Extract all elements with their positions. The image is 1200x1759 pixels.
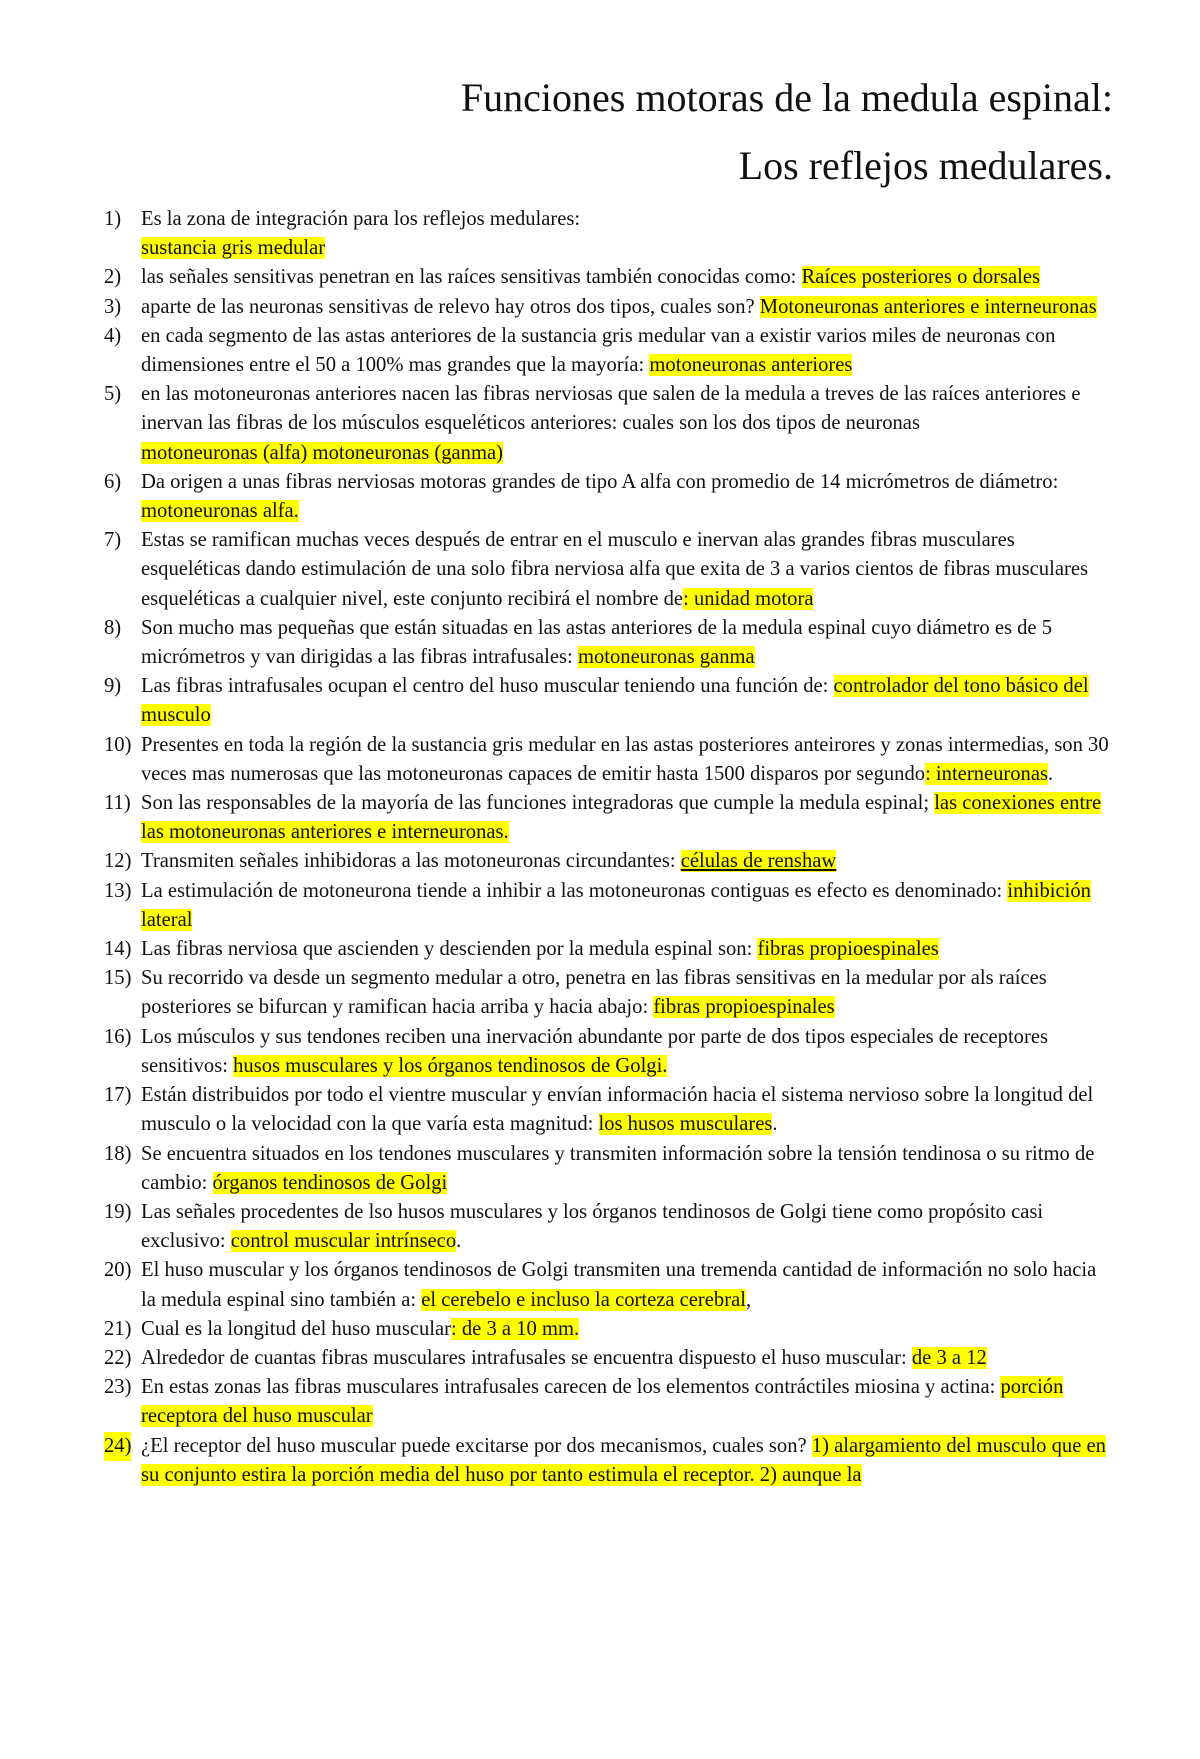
question-number: 10)	[104, 733, 132, 756]
highlighted-answer: el cerebelo e incluso la corteza cerebral	[421, 1288, 746, 1311]
highlighted-answer: órganos tendinosos de Golgi	[212, 1171, 448, 1194]
question-text: La estimulación de motoneurona tiende a inhibir a las motoneuronas contiguas es efecto es denominado:	[141, 879, 1008, 902]
question-number: 18)	[104, 1142, 132, 1165]
question-text: Las señales procedentes de lso husos musculares y los órganos tendinosos de Golgi tiene como propósito casi exclusivo:	[141, 1200, 1044, 1253]
question-text: las señales sensitivas penetran en las raíces sensitivas también conocidas como:	[141, 266, 802, 289]
question-number: 9)	[104, 675, 122, 698]
highlighted-answer: Motoneuronas anteriores e interneuronas	[759, 295, 1097, 318]
question-number: 12)	[104, 850, 132, 873]
question-text: en las motoneuronas anteriores nacen las fibras nerviosas que salen de la medula a treves de las raíces anteriores e inervan las fibras de los músculos esqueléticos anteriores: cuales son los dos tipos de neuronas	[141, 383, 1081, 435]
question-item	[104, 1315, 1114, 1344]
question-number: 1)	[104, 208, 122, 230]
highlighted-answer: motoneuronas alfa.	[141, 500, 299, 523]
question-text: Transmiten señales inhibidoras a las motoneuronas circundantes:	[141, 850, 681, 873]
question-item	[104, 526, 1114, 614]
question-text: Es la zona de integración para los reflejos medulares:	[141, 208, 581, 230]
highlighted-answer: los husos musculares	[598, 1113, 773, 1136]
question-text: Da origen a unas fibras nerviosas motoras grandes de tipo A alfa con promedio de 14 micrómetros de diámetro:	[141, 470, 1059, 493]
highlighted-answer: motoneuronas anteriores	[649, 354, 853, 377]
question-number: 16)	[104, 1025, 132, 1048]
question-list	[104, 205, 1114, 1490]
question-item	[104, 1373, 1114, 1431]
highlighted-answer: sustancia gris medular	[141, 237, 326, 260]
highlighted-answer: de 3 a 12	[911, 1346, 987, 1369]
question-item	[104, 731, 1114, 789]
question-item	[104, 1344, 1114, 1373]
question-number: 3)	[104, 295, 122, 318]
question-text: aparte de las neuronas sensitivas de relevo hay otros dos tipos, cuales son?	[141, 295, 760, 318]
question-item	[104, 672, 1114, 730]
question-text: Alrededor de cuantas fibras musculares intrafusales se encuentra dispuesto el huso muscular:	[141, 1346, 912, 1369]
question-number: 2)	[104, 266, 122, 289]
question-text: Cual es la longitud del huso muscular	[141, 1317, 452, 1340]
question-text: ,	[745, 1288, 752, 1311]
question-number: 15)	[104, 967, 132, 990]
question-item	[104, 1081, 1114, 1139]
question-text: En estas zonas las fibras musculares intrafusales carecen de los elementos contráctiles miosina y actina:	[141, 1376, 1001, 1399]
highlighted-answer: inhibición lateral	[141, 879, 1091, 931]
question-item	[104, 380, 1114, 468]
question-text: Son las responsables de la mayoría de las funciones integradoras que cumple la medula espinal;	[141, 792, 935, 815]
question-item	[104, 1023, 1114, 1081]
question-item	[104, 1140, 1114, 1198]
question-number: 17)	[104, 1084, 132, 1107]
question-number: 19)	[104, 1200, 132, 1223]
question-text: Son mucho mas pequeñas que están situadas en las astas anteriores de la medula espinal cuyo diámetro es de 5 micrómetros y van dirigidas a las fibras intrafusales:	[141, 616, 1053, 669]
question-item	[104, 322, 1114, 380]
question-text: Las fibras nerviosa que ascienden y descienden por la medula espinal son:	[141, 938, 758, 961]
question-item	[104, 847, 1114, 876]
highlighted-answer: control muscular intrínseco	[230, 1230, 457, 1253]
question-item	[104, 263, 1114, 292]
question-number: 14)	[104, 938, 132, 961]
question-item	[104, 964, 1114, 1022]
highlighted-answer: : unidad motora	[683, 587, 814, 610]
highlighted-answer: porción receptora del huso muscular	[141, 1376, 1064, 1428]
question-number: 13)	[104, 879, 132, 902]
question-item	[104, 877, 1114, 935]
highlighted-answer: fibras propioespinales	[653, 996, 835, 1019]
question-item	[104, 1198, 1114, 1256]
highlighted-answer: : de 3 a 10 mm.	[451, 1317, 580, 1340]
question-item	[104, 1256, 1114, 1314]
question-text: Estas se ramifican muchas veces después de entrar en el musculo e inervan alas grandes fibras musculares esqueléticas dando estimulación de una solo fibra nerviosa alfa que exita de 3 a varios cientos de fibras musculares esqueléticas a cualquier nivel, este conjunto recibirá el nombre de	[141, 529, 1088, 610]
highlighted-answer: controlador del tono básico del musculo	[141, 675, 1089, 727]
question-number: 11)	[104, 792, 131, 815]
question-text: Su recorrido va desde un segmento medular a otro, penetra en las fibras sensitivas en la medular por als raíces posteriores se bifurcan y ramifican hacia arriba y hacia abajo:	[141, 967, 1047, 1019]
question-text: .	[772, 1113, 778, 1136]
question-number: 23)	[104, 1376, 132, 1399]
document-subtitle: Los reflejos medulares.	[738, 143, 1113, 188]
question-text: Se encuentra situados en los tendones musculares y transmiten información sobre la tensión tendinosa o su ritmo de cambio:	[141, 1142, 1095, 1194]
question-text: Las fibras intrafusales ocupan el centro del huso muscular teniendo una función de:	[141, 675, 834, 698]
question-text: Están distribuidos por todo el vientre muscular y envían información hacia el sistema nervioso sobre la longitud del musculo o la velocidad con la que varía esta magnitud:	[141, 1084, 1094, 1136]
question-item	[104, 293, 1114, 322]
question-text: .	[1048, 762, 1054, 785]
question-text: ¿El receptor del huso muscular puede excitarse por dos mecanismos, cuales son?	[141, 1434, 812, 1457]
highlighted-answer: fibras propioespinales	[757, 938, 939, 961]
highlighted-answer: 1) alargamiento del musculo que en su conjunto estira la porción media del huso por tanto estimula el receptor. 2) aunque la	[141, 1434, 1106, 1486]
question-item	[104, 468, 1114, 526]
question-text: en cada segmento de las astas anteriores de la sustancia gris medular van a existir varios miles de neuronas con dimensiones entre el 50 a 100% mas grandes que la mayoría:	[141, 324, 1056, 377]
highlighted-answer: husos musculares y los órganos tendinosos de Golgi.	[233, 1054, 668, 1077]
question-number: 8)	[104, 616, 122, 639]
question-number: 21)	[104, 1317, 132, 1340]
question-text: El huso muscular y los órganos tendinosos de Golgi transmiten una tremenda cantidad de información no solo hacia la medula espinal sino también a:	[141, 1259, 1097, 1311]
question-text: .	[456, 1230, 462, 1253]
question-number: 6)	[104, 470, 122, 493]
question-number: 7)	[104, 529, 122, 552]
highlighted-answer: Raíces posteriores o dorsales	[801, 266, 1041, 289]
question-number: 20)	[104, 1259, 132, 1282]
question-number: 22)	[104, 1346, 132, 1369]
document-title: Funciones motoras de la medula espinal:	[460, 75, 1113, 120]
question-number: 4)	[104, 324, 122, 347]
highlighted-answer: motoneuronas (alfa) motoneuronas (ganma)	[141, 441, 503, 464]
highlighted-answer: células de renshaw	[680, 850, 837, 873]
question-item	[104, 205, 1114, 263]
question-item	[104, 1432, 1114, 1490]
question-text: Los músculos y sus tendones reciben una inervación abundante por parte de dos tipos especiales de receptores sensitivos:	[141, 1025, 1048, 1077]
question-item	[104, 614, 1114, 672]
question-item	[104, 935, 1114, 964]
highlighted-answer: : interneuronas	[925, 762, 1049, 785]
highlighted-answer: motoneuronas ganma	[577, 646, 755, 669]
question-text: Presentes en toda la región de la sustancia gris medular en las astas posteriores anteirores y zonas intermedias, son 30 veces mas numerosas que las motoneuronas capaces de emitir hasta 1500 disparos por segundo	[141, 733, 1109, 785]
question-number: 24)	[104, 1432, 131, 1461]
question-item	[104, 789, 1114, 847]
question-number: 5)	[104, 383, 122, 406]
highlighted-answer: las conexiones entre las motoneuronas anteriores e interneuronas.	[141, 792, 1102, 844]
